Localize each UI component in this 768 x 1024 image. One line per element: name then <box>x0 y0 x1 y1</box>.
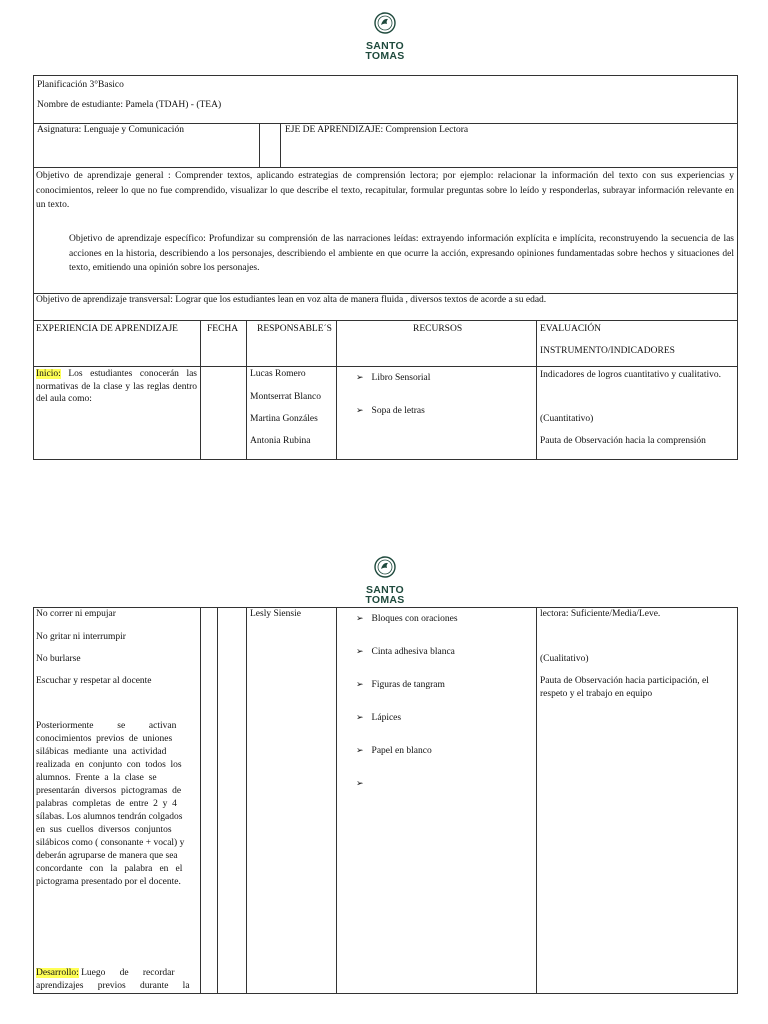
student-name: Nombre de estudiante: Pamela (TDAH) - (TEA) <box>37 100 222 110</box>
text-line: realizada en conjunto con todos los <box>36 760 182 770</box>
logo-line-1: SANTO <box>365 40 405 52</box>
col-header-fecha: FECHA <box>207 324 239 334</box>
santo-tomas-logo-page2 <box>350 556 420 605</box>
desarrollo-line-2: aprendizajes previos durante la <box>36 981 190 991</box>
desarrollo-line-1: Desarrollo: Luego de recordar <box>36 968 175 978</box>
regla-1: No correr ni empujar <box>36 609 116 619</box>
list-item: ➢ Cinta adhesiva blanca <box>356 647 455 657</box>
text-line: conocimientos previos de uniones <box>36 734 173 744</box>
list-item: ➢ Lápices <box>356 713 402 723</box>
text-line: alumnos. Frente a la clase se <box>36 773 157 783</box>
text-line: pictograma presentado por el docente. <box>36 877 181 887</box>
evaluacion-cuantitativo: (Cuantitativo) <box>540 414 594 424</box>
list-item: ➢ Bloques con oraciones <box>356 614 458 624</box>
objetivo-transversal: Objetivo de aprendizaje transversal: Lograr que los estudiantes lean en voz alta de manera fluida , diversos textos de acorde a su edad. <box>36 295 547 305</box>
text-line: deberán agruparse de manera que sea <box>36 851 178 861</box>
logo-line-2: TOMAS <box>365 50 405 62</box>
text-line: silábicas mediante una actividad <box>36 747 167 757</box>
text-line: presentarán diversos pictogramas de <box>36 786 182 796</box>
regla-4: Escuchar y respetar al docente <box>36 676 152 686</box>
text-line: en sus cuellos diversos conjuntos <box>36 825 172 835</box>
eje-aprendizaje-label: EJE DE APRENDIZAJE: Comprension Lectora <box>285 125 469 135</box>
responsable-lesly: Lesly Siensie <box>250 609 301 619</box>
santo-tomas-seal-icon <box>374 556 396 578</box>
responsable-4: Antonia Rubina <box>250 436 311 446</box>
planificacion-label: Planificación 3°Basico <box>37 80 124 90</box>
list-item: ➢ Figuras de tangram <box>356 680 445 690</box>
arrowhead-bullet-icon: ➢ <box>356 406 364 416</box>
list-item: ➢ Papel en blanco <box>356 746 432 756</box>
responsable-3: Martina Gonzáles <box>250 414 318 424</box>
inicio-text <box>36 368 197 406</box>
arrowhead-bullet-icon: ➢ <box>356 680 364 690</box>
regla-3: No burlarse <box>36 654 81 664</box>
objetivo-especifico: Objetivo de aprendizaje específico: Profundizar su comprensión de las narraciones leídas: extrayendo información explícita e implícita, reconstruyendo la secuencia de las acciones en la historia, describiendo a los personajes, describiendo el ambiente en que ocurre la acción, expresando opiniones fundamentadas sobre hechos y situaciones del texto, emitiendo una opinión sobre los personajes. <box>69 234 734 273</box>
inicio-body: Los estudiantes conocerán las normativas de la clase y las reglas dentro del aula como: <box>36 369 197 404</box>
col-header-experiencia: EXPERIENCIA DE APRENDIZAJE <box>36 324 178 334</box>
list-item: ➢ Sopa de letras <box>356 406 425 416</box>
arrowhead-bullet-icon: ➢ <box>356 614 364 624</box>
santo-tomas-logo <box>350 12 420 61</box>
responsable-1: Lucas Romero <box>250 369 306 379</box>
regla-2: No gritar ni interrumpir <box>36 632 126 642</box>
text-line: palabras completas de entre 2 y 4 <box>36 799 177 809</box>
arrowhead-bullet-icon: ➢ <box>356 746 364 756</box>
evaluacion-pauta: Pauta de Observación hacia la comprensión <box>540 436 706 446</box>
list-item <box>356 779 372 789</box>
inicio-label: Inicio: <box>36 369 61 379</box>
evaluacion-pauta-participacion: Pauta de Observación hacia participación, el respeto y el trabajo en equipo <box>540 676 709 699</box>
list-item: ➢ Libro Sensorial <box>356 373 431 383</box>
text-line: sílabas. Los alumnos tendrán colgados <box>36 812 183 822</box>
col-header-instrumento: INSTRUMENTO/INDICADORES <box>540 346 675 356</box>
evaluacion-cualitativo: (Cualitativo) <box>540 654 589 664</box>
santo-tomas-seal-icon <box>374 12 396 34</box>
objetivo-general: Objetivo de aprendizaje general : Comprender textos, aplicando estrategias de comprensión lectora; por ejemplo: relacionar la información del texto con sus experiencias y conocimientos, releer lo que no fue comprendido, visualizar lo que describe el texto, recapitular, formular preguntas sobre lo leído y responderlas, subrayar información relevante en un texto. <box>36 171 734 210</box>
text-line: silábicos como ( consonante + vocal) y <box>36 838 185 848</box>
responsable-2: Montserrat Blanco <box>250 392 321 402</box>
logo-line-2: TOMAS <box>365 594 405 606</box>
logo-line-1: SANTO <box>365 584 405 596</box>
arrowhead-bullet-icon: ➢ <box>356 713 364 723</box>
col-header-recursos: RECURSOS <box>413 324 463 334</box>
arrowhead-bullet-icon: ➢ <box>356 373 364 383</box>
asignatura-label: Asignatura: Lenguaje y Comunicación <box>37 125 184 135</box>
text-line: Posteriormente se activan <box>36 721 177 731</box>
text-line: concordante con la palabra en el <box>36 864 183 874</box>
arrowhead-bullet-icon: ➢ <box>356 779 364 789</box>
evaluacion-lectora: lectora: Suficiente/Media/Leve. <box>540 609 661 619</box>
arrowhead-bullet-icon: ➢ <box>356 647 364 657</box>
evaluacion-indicadores: Indicadores de logros cuantitativo y cualitativo. <box>540 370 721 380</box>
col-header-evaluacion: EVALUACIÓN <box>540 324 602 334</box>
desarrollo-label: Desarrollo: <box>36 968 79 978</box>
col-header-responsables: RESPONSABLE´S <box>257 324 332 334</box>
